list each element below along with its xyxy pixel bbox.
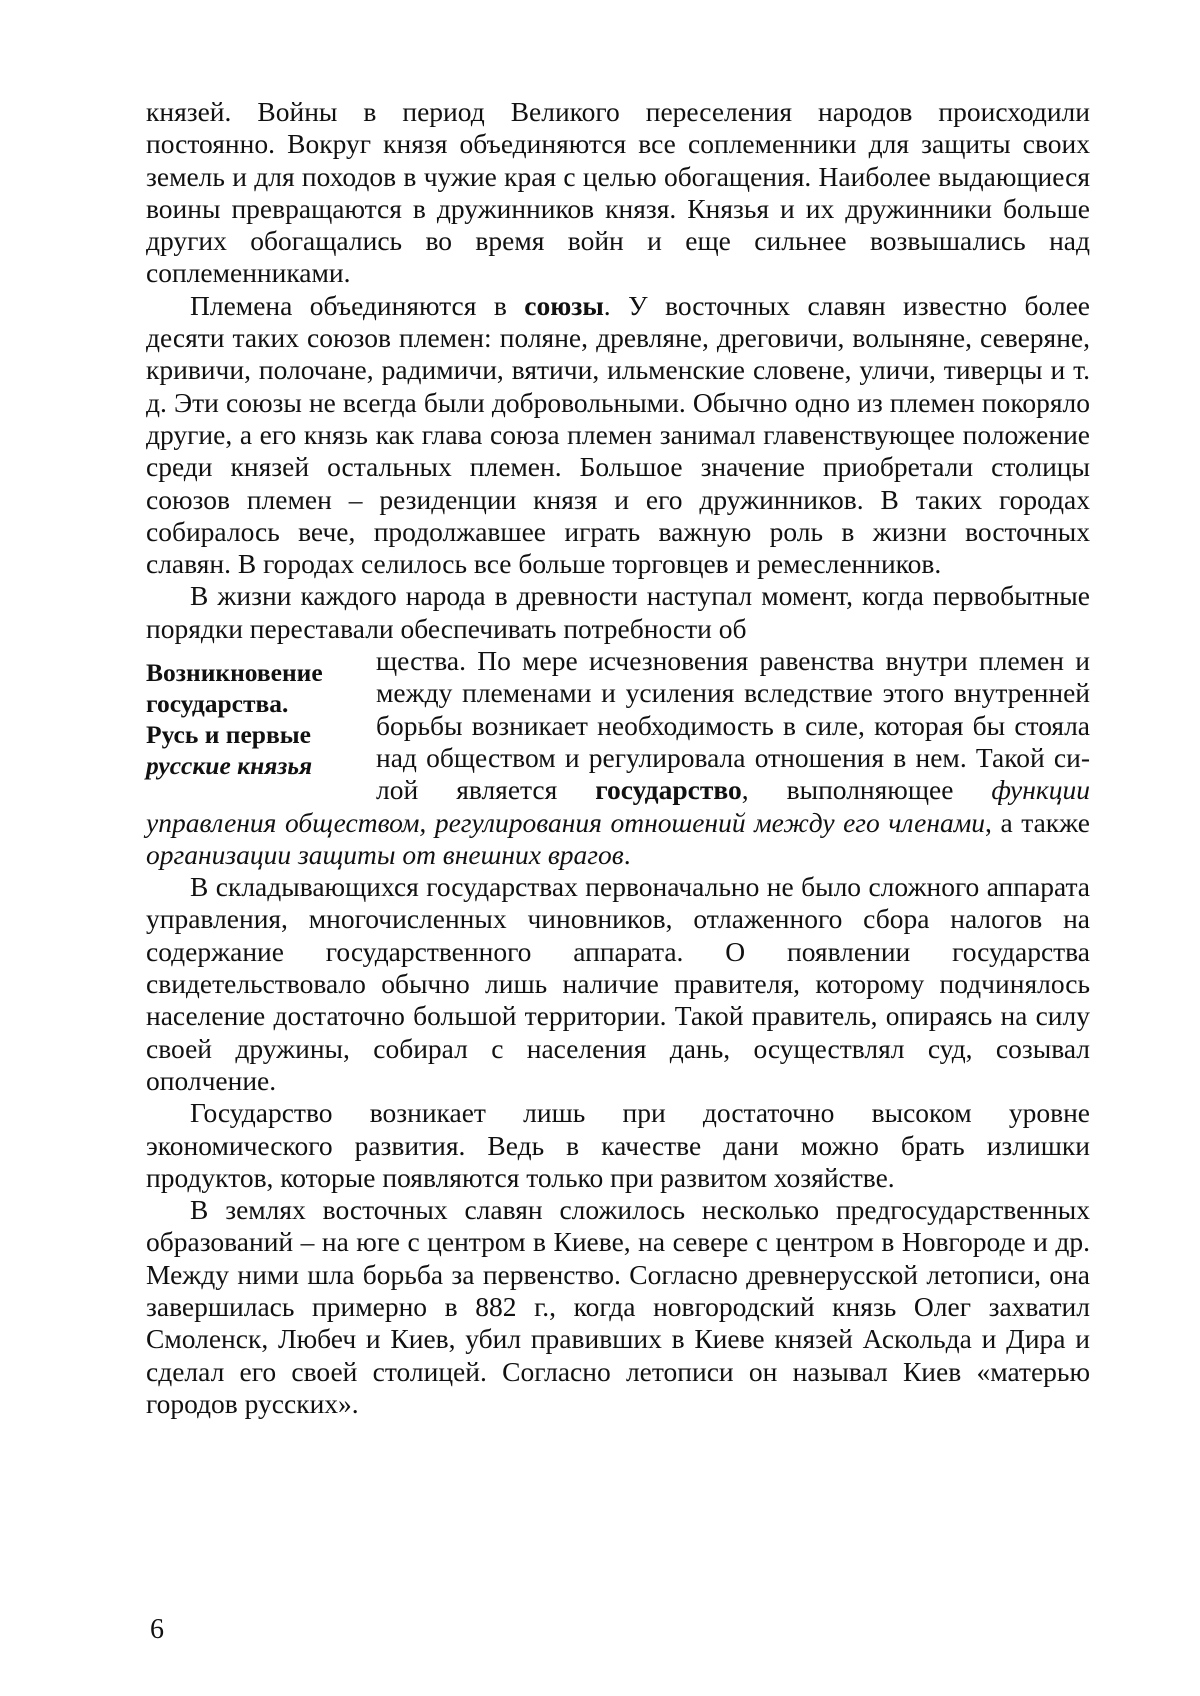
italic-defense-organization: орга­низации защиты от внешних врагов bbox=[146, 839, 624, 870]
paragraph-3 bbox=[146, 580, 1090, 871]
paragraph-6: В землях восточных славян сложилось несколько предгосудар­ственных образований – на юге с центром в Киеве, на севере с центром в Новгороде и др. Между ними шла борьба за первенст­во. Согласно древнерусской летописи, она завершилась примерно в 882 г., когда новгородский князь Олег захватил Смоленск, Лю­беч и Киев, убил правивших в Киеве князей Аскольда и Дира и сде­лал его своей столицей. Согласно летописи он называл Киев «ма­терью городов русских». bbox=[146, 1194, 1090, 1420]
sidebar-heading-line4: русские князья bbox=[146, 750, 358, 781]
paragraph-3-text-end: . bbox=[624, 839, 631, 870]
sidebar-heading-line2: государства. bbox=[146, 688, 358, 719]
page-number: 6 bbox=[150, 1614, 164, 1646]
paragraph-5: Государство возникает лишь при достаточно высоком уровне экономического развития. Ведь в качестве дани можно брать из­лишки продуктов, которые появляются только при развитом хо­зяйстве. bbox=[146, 1097, 1090, 1194]
text-block bbox=[146, 96, 1090, 1420]
paragraph-2 bbox=[146, 290, 1090, 581]
italic-state-functions: функции управления обще­ством, регулирования отношений между его членами bbox=[146, 774, 1090, 837]
term-unions: союзы bbox=[524, 290, 604, 321]
paragraph-4: В складывающихся государствах первоначально не было слож­ного аппарата управления, многочисленных чиновников, отлажен­ного сбора налогов на содержание государственного аппарата. О появлении государства свидетельствовало обычно лишь наличие правителя, которому подчинялось население достаточно большой территории. Такой правитель, опираясь на силу своей дружины, собирал с населения дань, осуществлял суд, созывал ополчение. bbox=[146, 871, 1090, 1097]
sidebar-heading bbox=[146, 657, 358, 781]
paragraph-3-text-start: щества. По мере исчезновения равенства внутри племен и между племенами и усиления вследст­вие этого внутренней борьбы возникает необхо­димость в силе, которая бы стояла над общест­вом и регулировала отношения в нем. Такой си­лой является bbox=[376, 645, 1090, 805]
sidebar-heading-line1: Возникновение bbox=[146, 657, 358, 688]
paragraph-2-text-rest: . У восточных славян известно более десяти таких союзов племен: поляне, древляне, дреговичи, волыняне, северяне, кривичи, полочане, радимичи, вятичи, ильменские словене, уличи, тиверцы и т. д. Эти союзы не всегда были добровольными. Обычно одно из племен покоряло другие, а его князь как глава союза племен занимал главенствующее положение среди князей остальных племен. Большое значение приобретали столицы союзов племен – резиденции князя и его дружинников. В таких городах собиралось вече, продолжавшее играть важную роль в жизни восточных славян. В городах селилось все больше торговцев и ремесленников. bbox=[146, 290, 1090, 579]
paragraph-3-text-mid: , выполняющее bbox=[742, 774, 992, 805]
term-state: государство bbox=[595, 774, 742, 805]
paragraph-3-text-lead: В жизни каждого народа в древности наступал момент, когда первобытные порядки переставали обеспечивать потребности об bbox=[146, 580, 1090, 643]
paragraph-3-text-mid2: , а также bbox=[985, 807, 1090, 838]
sidebar-heading-line3: Русь и первые bbox=[146, 719, 358, 750]
book-page bbox=[0, 0, 1200, 1696]
paragraph-2-text-start: Племена объединяются в bbox=[190, 290, 524, 321]
paragraph-1: князей. Войны в период Великого переселения народов происходили постоянно. Вокруг князя объединяются все соплеменники для защиты своих земель и для походов в чужие края с целью обогащения. Наиболее выдающиеся воины превращаются в дружинников князя. Князья и их дружинники больше других обогащались во время войн и еще сильнее возвышались над соплеменниками. bbox=[146, 96, 1090, 290]
